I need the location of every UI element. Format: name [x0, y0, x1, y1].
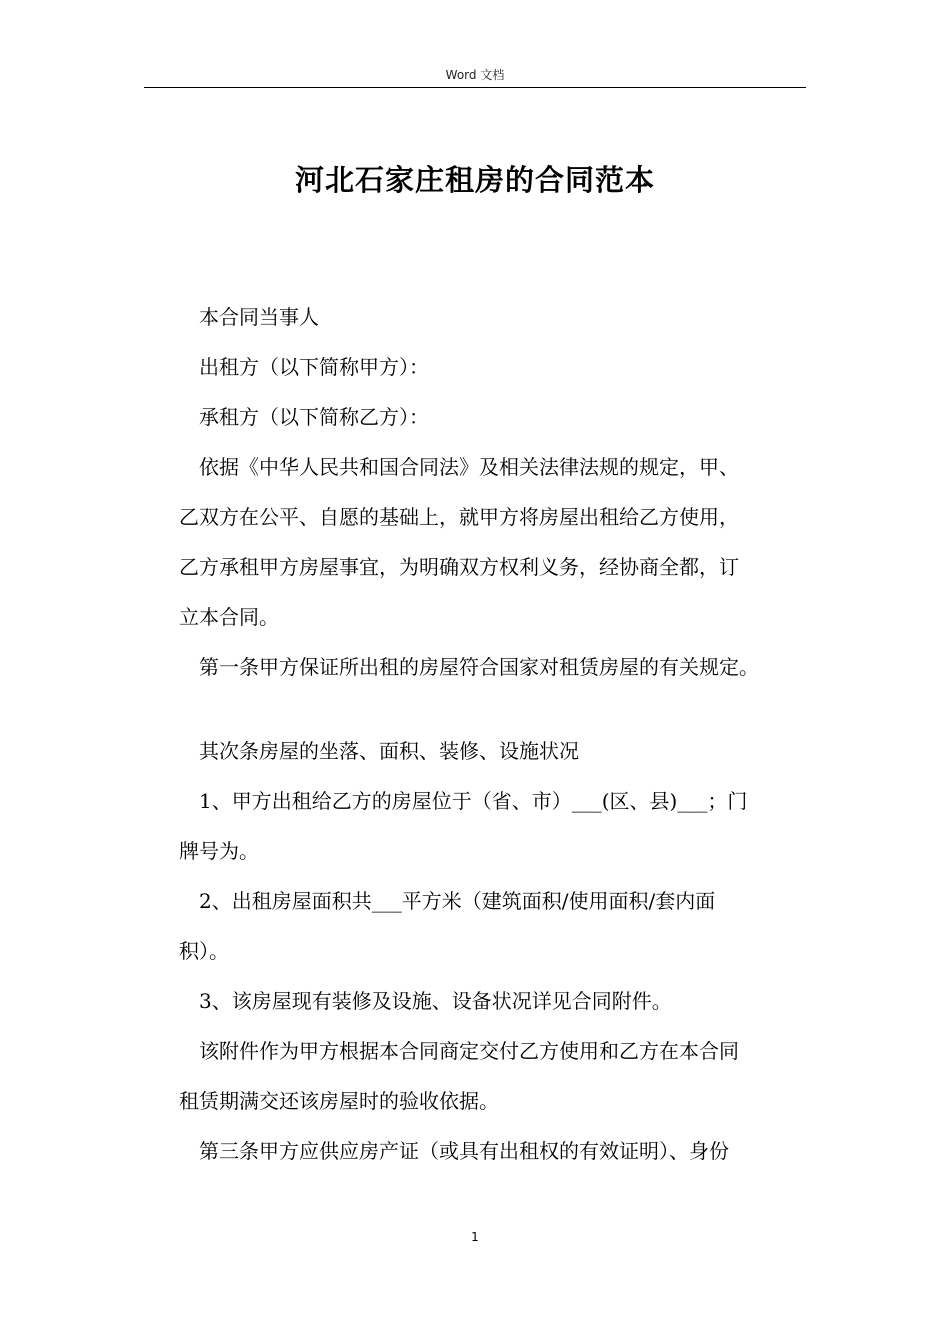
paragraph-basis-line-4: 立本合同。 — [179, 605, 279, 629]
paragraph-attachment-line-2: 租赁期满交还该房屋时的验收依据。 — [179, 1089, 499, 1113]
paragraph-basis-line-3: 乙方承租甲方房屋事宜，为明确双方权利义务，经协商全都，订 — [179, 555, 739, 579]
paragraph-gap — [179, 692, 813, 726]
paragraph-item-1-line-2: 牌号为。 — [179, 839, 259, 863]
paragraph-article-1: 第一条甲方保证所出租的房屋符合国家对租赁房屋的有关规定。 — [199, 655, 759, 679]
paragraph-item-2-line-2: 积）。 — [179, 939, 229, 963]
header-divider — [144, 87, 806, 88]
paragraph-lessee: 承租方（以下简称乙方）： — [199, 405, 429, 429]
paragraph-item-2-line-1: 2、出租房屋面积共___平方米（建筑面积/使用面积/套内面 — [199, 889, 716, 913]
page-header: Word 文档 — [445, 68, 505, 82]
paragraph-basis-line-2: 乙双方在公平、自愿的基础上，就甲方将房屋出租给乙方使用， — [179, 505, 739, 529]
paragraph-article-2: 其次条房屋的坐落、面积、装修、设施状况 — [199, 739, 579, 763]
document-title: 河北石家庄租房的合同范本 — [294, 163, 655, 197]
paragraph-item-1-line-1: 1、甲方出租给乙方的房屋位于（省、市）___(区、县)___；门 — [199, 789, 748, 813]
paragraph-item-3: 3、该房屋现有装修及设施、设备状况详见合同附件。 — [199, 989, 672, 1013]
paragraph-parties: 本合同当事人 — [199, 305, 319, 329]
page-number: 1 — [471, 1230, 479, 1244]
paragraph-basis-line-1: 依据《中华人民共和国合同法》及相关法律法规的规定，甲、 — [199, 455, 739, 479]
paragraph-attachment-line-1: 该附件作为甲方根据本合同商定交付乙方使用和乙方在本合同 — [199, 1039, 739, 1063]
paragraph-lessor: 出租方（以下简称甲方）： — [199, 355, 429, 379]
paragraph-article-3: 第三条甲方应供应房产证（或具有出租权的有效证明）、身份 — [199, 1139, 729, 1163]
document-body — [179, 292, 813, 1176]
